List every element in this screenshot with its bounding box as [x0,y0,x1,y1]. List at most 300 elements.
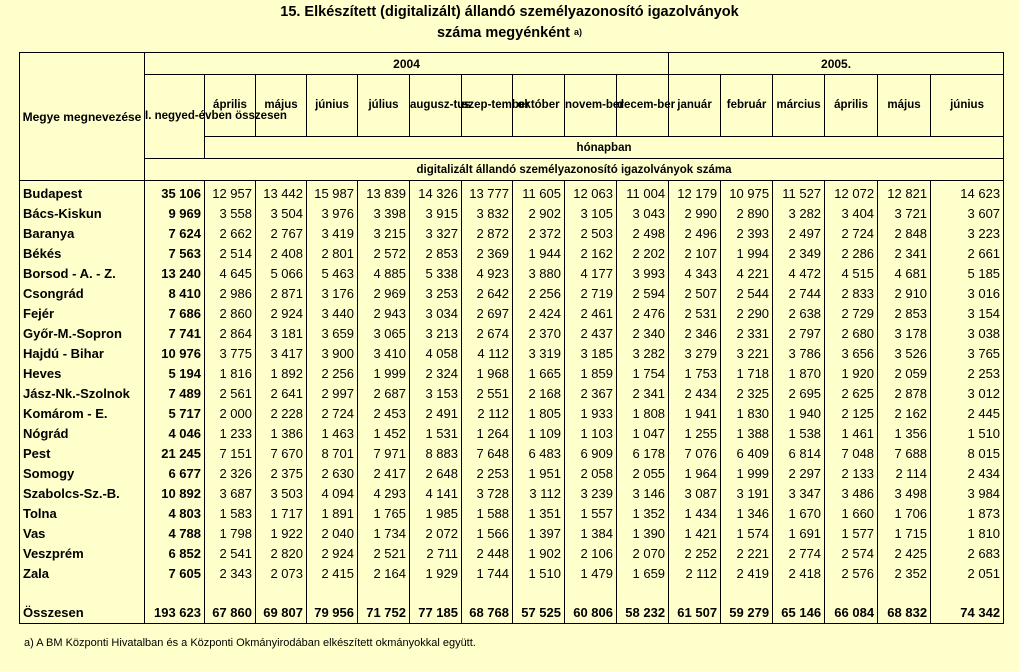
month-value: 2 561 [205,383,256,403]
month-value: 69 807 [256,601,307,624]
table-row [20,463,1004,483]
spacer-cell [358,583,410,601]
month-header-2004-april: április [205,75,256,137]
month-value: 1 810 [931,523,1004,543]
month-value: 2 341 [878,243,931,263]
month-value: 1 463 [307,423,358,443]
month-value: 2 625 [825,383,878,403]
month-value: 1 765 [358,503,410,523]
month-header-2005-april: április [825,75,878,137]
month-value: 2 256 [513,283,565,303]
table-row [20,263,1004,283]
month-value: 3 687 [205,483,256,503]
month-value: 8 883 [410,443,462,463]
month-value: 3 185 [565,343,617,363]
month-value: 3 239 [565,483,617,503]
month-value: 13 839 [358,181,410,204]
month-value: 2 497 [773,223,825,243]
month-value: 61 507 [669,601,721,624]
measure-header: digitalizált állandó személyazonosító igazolványok száma [145,159,1004,181]
spacer-cell [773,583,825,601]
month-value: 3 659 [307,323,358,343]
month-value: 2 648 [410,463,462,483]
month-value: 1 566 [462,523,513,543]
month-value: 2 343 [205,563,256,583]
spacer-cell [617,583,669,601]
month-value: 4 112 [462,343,513,363]
title-line-2 [0,23,1019,44]
month-value: 3 786 [773,343,825,363]
month-value: 1 351 [513,503,565,523]
month-value: 2 326 [205,463,256,483]
month-value: 2 341 [617,383,669,403]
month-value: 2 642 [462,283,513,303]
month-value: 1 531 [410,423,462,443]
month-value: 1 047 [617,423,669,443]
month-value: 2 256 [307,363,358,383]
month-value: 4 681 [878,263,931,283]
month-value: 1 691 [773,523,825,543]
first-quarter-value: 7 624 [145,223,205,243]
first-quarter-value: 4 803 [145,503,205,523]
month-value: 15 987 [307,181,358,204]
month-value: 1 588 [462,503,513,523]
month-value: 2 724 [307,403,358,423]
month-value: 1 944 [513,243,565,263]
month-value: 2 340 [617,323,669,343]
month-value: 1 346 [721,503,773,523]
first-quarter-value: 35 106 [145,181,205,204]
spacer-row [20,583,1004,601]
month-value: 59 279 [721,601,773,624]
month-value: 3 503 [256,483,307,503]
table-row [20,363,1004,383]
month-value: 3 526 [878,343,931,363]
county-name: Baranya [20,223,145,243]
month-value: 4 923 [462,263,513,283]
month-value: 3 191 [721,483,773,503]
month-value: 3 728 [462,483,513,503]
month-value: 2 000 [205,403,256,423]
month-value: 2 106 [565,543,617,563]
month-value: 2 125 [825,403,878,423]
first-quarter-value: 5 194 [145,363,205,383]
county-name: Borsod - A. - Z. [20,263,145,283]
month-value: 2 697 [462,303,513,323]
county-name: Bács-Kiskun [20,203,145,223]
county-name: Nógrád [20,423,145,443]
month-value: 6 178 [617,443,669,463]
month-value: 2 872 [462,223,513,243]
month-value: 2 594 [617,283,669,303]
first-quarter-value: 193 623 [145,601,205,624]
month-value: 3 176 [307,283,358,303]
month-value: 1 753 [669,363,721,383]
month-value: 4 472 [773,263,825,283]
month-value: 2 507 [669,283,721,303]
month-header-2004-may: május [256,75,307,137]
table-row [20,343,1004,363]
month-value: 2 503 [565,223,617,243]
first-quarter-value: 8 410 [145,283,205,303]
table-row [20,503,1004,523]
month-value: 2 434 [669,383,721,403]
month-value: 3 984 [931,483,1004,503]
month-header-2005-february: február [721,75,773,137]
month-value: 3 900 [307,343,358,363]
month-value: 1 922 [256,523,307,543]
month-value: 2 576 [825,563,878,583]
month-value: 2 434 [931,463,1004,483]
first-quarter-value: 6 852 [145,543,205,563]
first-quarter-value: 4 046 [145,423,205,443]
month-value: 1 434 [669,503,721,523]
month-value: 2 228 [256,403,307,423]
month-value: 1 816 [205,363,256,383]
month-value: 4 058 [410,343,462,363]
month-value: 3 282 [773,203,825,223]
month-value: 1 920 [825,363,878,383]
month-value: 77 185 [410,601,462,624]
month-header-2004-july: július [358,75,410,137]
spacer-cell [931,583,1004,601]
month-value: 4 885 [358,263,410,283]
month-value: 1 557 [565,503,617,523]
month-value: 2 683 [931,543,1004,563]
month-value: 2 051 [931,563,1004,583]
month-value: 3 775 [205,343,256,363]
month-value: 2 661 [931,243,1004,263]
county-name: Zala [20,563,145,583]
first-quarter-value: 5 717 [145,403,205,423]
month-value: 2 168 [513,383,565,403]
month-value: 1 659 [617,563,669,583]
month-value: 1 964 [669,463,721,483]
month-value: 2 370 [513,323,565,343]
month-value: 1 798 [205,523,256,543]
month-value: 3 410 [358,343,410,363]
month-value: 3 440 [307,303,358,323]
month-value: 2 820 [256,543,307,563]
month-value: 1 706 [878,503,931,523]
month-value: 5 066 [256,263,307,283]
month-value: 2 853 [410,243,462,263]
month-value: 2 424 [513,303,565,323]
first-quarter-value: 9 969 [145,203,205,223]
month-value: 2 687 [358,383,410,403]
month-value: 2 572 [358,243,410,263]
month-value: 2 833 [825,283,878,303]
month-value: 60 806 [565,601,617,624]
month-value: 3 486 [825,483,878,503]
month-value: 2 133 [825,463,878,483]
month-value: 3 153 [410,383,462,403]
month-value: 4 645 [205,263,256,283]
month-value: 3 279 [669,343,721,363]
month-value: 1 421 [669,523,721,543]
table-row [20,383,1004,403]
month-value: 3 504 [256,203,307,223]
month-value: 2 107 [669,243,721,263]
month-value: 1 109 [513,423,565,443]
month-value: 1 233 [205,423,256,443]
county-name: Győr-M.-Sopron [20,323,145,343]
month-value: 1 388 [721,423,773,443]
month-value: 6 814 [773,443,825,463]
month-value: 68 832 [878,601,931,624]
county-name: Komárom - E. [20,403,145,423]
first-quarter-value: 13 240 [145,263,205,283]
month-value: 67 860 [205,601,256,624]
month-value: 2 073 [256,563,307,583]
month-value: 2 058 [565,463,617,483]
month-value: 2 286 [825,243,878,263]
month-value: 5 185 [931,263,1004,283]
table-row [20,443,1004,463]
spacer-cell [513,583,565,601]
month-value: 8 701 [307,443,358,463]
month-value: 8 015 [931,443,1004,463]
table-row [20,483,1004,503]
month-value: 1 902 [513,543,565,563]
table-row [20,323,1004,343]
table-body [20,181,1004,624]
month-value: 7 971 [358,443,410,463]
month-value: 11 004 [617,181,669,204]
month-value: 2 297 [773,463,825,483]
month-value: 2 531 [669,303,721,323]
month-value: 3 993 [617,263,669,283]
month-value: 3 558 [205,203,256,223]
month-value: 2 521 [358,543,410,563]
month-value: 3 146 [617,483,669,503]
first-quarter-value: 21 245 [145,443,205,463]
month-value: 2 638 [773,303,825,323]
month-value: 1 384 [565,523,617,543]
county-name: Fejér [20,303,145,323]
month-value: 3 221 [721,343,773,363]
month-value: 3 181 [256,323,307,343]
month-value: 2 408 [256,243,307,263]
month-value: 1 452 [358,423,410,443]
total-row [20,601,1004,624]
data-table [19,52,1004,624]
month-value: 2 797 [773,323,825,343]
month-value: 1 985 [410,503,462,523]
month-value: 2 498 [617,223,669,243]
month-value: 2 453 [358,403,410,423]
month-value: 1 873 [931,503,1004,523]
month-value: 1 386 [256,423,307,443]
month-value: 4 293 [358,483,410,503]
month-value: 3 656 [825,343,878,363]
table-title [0,2,1019,44]
month-value: 1 870 [773,363,825,383]
month-value: 3 034 [410,303,462,323]
month-value: 2 375 [256,463,307,483]
month-value: 2 853 [878,303,931,323]
month-value: 3 282 [617,343,669,363]
month-value: 3 976 [307,203,358,223]
month-value: 2 695 [773,383,825,403]
month-value: 2 437 [565,323,617,343]
month-value: 3 087 [669,483,721,503]
month-value: 2 114 [878,463,931,483]
spacer-cell [669,583,721,601]
month-value: 3 105 [565,203,617,223]
month-value: 2 162 [878,403,931,423]
first-quarter-value: 4 788 [145,523,205,543]
month-value: 3 016 [931,283,1004,303]
footnote: a) A BM Központi Hivatalban és a Központi Okmányirodában elkészített okmányokkal együtt. [24,637,476,649]
month-value: 2 878 [878,383,931,403]
month-value: 5 463 [307,263,358,283]
month-value: 1 670 [773,503,825,523]
county-name: Budapest [20,181,145,204]
month-value: 1 461 [825,423,878,443]
spacer-cell [825,583,878,601]
spacer-cell [20,583,145,601]
month-value: 1 665 [513,363,565,383]
month-value: 1 968 [462,363,513,383]
month-value: 1 574 [721,523,773,543]
month-value: 2 352 [878,563,931,583]
month-value: 2 969 [358,283,410,303]
month-value: 3 607 [931,203,1004,223]
county-name: Jász-Nk.-Szolnok [20,383,145,403]
table-header [20,53,1004,181]
table-row [20,181,1004,204]
month-header-2004-december: decem-ber [617,75,669,137]
month-value: 1 352 [617,503,669,523]
first-quarter-value: 7 489 [145,383,205,403]
month-value: 3 880 [513,263,565,283]
month-value: 2 641 [256,383,307,403]
month-value: 3 398 [358,203,410,223]
month-value: 7 688 [878,443,931,463]
month-value: 2 252 [669,543,721,563]
month-value: 2 417 [358,463,410,483]
spacer-cell [145,583,205,601]
month-value: 2 662 [205,223,256,243]
month-value: 2 630 [307,463,358,483]
month-header-2005-march: március [773,75,825,137]
month-value: 4 515 [825,263,878,283]
month-value: 1 717 [256,503,307,523]
month-value: 2 496 [669,223,721,243]
month-value: 71 752 [358,601,410,624]
table-row [20,403,1004,423]
month-value: 2 253 [462,463,513,483]
month-value: 2 674 [462,323,513,343]
month-value: 2 744 [773,283,825,303]
month-value: 3 043 [617,203,669,223]
county-name: Pest [20,443,145,463]
month-value: 7 648 [462,443,513,463]
month-value: 1 356 [878,423,931,443]
month-value: 1 577 [825,523,878,543]
month-value: 2 425 [878,543,931,563]
county-column-header: Megye megnevezése [20,53,145,181]
month-value: 3 154 [931,303,1004,323]
month-value: 1 892 [256,363,307,383]
month-value: 3 112 [513,483,565,503]
month-value: 2 221 [721,543,773,563]
month-value: 12 179 [669,181,721,204]
month-value: 3 223 [931,223,1004,243]
month-value: 2 729 [825,303,878,323]
county-name: Összesen [20,601,145,624]
month-header-2004-august: augusz-tus [410,75,462,137]
first-quarter-value: 10 892 [145,483,205,503]
month-value: 1 830 [721,403,773,423]
spacer-cell [256,583,307,601]
month-value: 2 551 [462,383,513,403]
month-value: 2 491 [410,403,462,423]
month-value: 3 498 [878,483,931,503]
month-value: 1 397 [513,523,565,543]
spacer-cell [462,583,513,601]
month-value: 2 680 [825,323,878,343]
table-row [20,523,1004,543]
month-value: 3 065 [358,323,410,343]
month-value: 4 094 [307,483,358,503]
month-value: 7 151 [205,443,256,463]
month-header-2004-june: június [307,75,358,137]
county-name: Hajdú - Bihar [20,343,145,363]
month-value: 1 734 [358,523,410,543]
month-value: 3 327 [410,223,462,243]
month-value: 4 141 [410,483,462,503]
month-value: 12 957 [205,181,256,204]
month-value: 2 544 [721,283,773,303]
county-name: Szabolcs-Sz.-B. [20,483,145,503]
month-value: 2 164 [358,563,410,583]
table-row [20,243,1004,263]
month-value: 2 890 [721,203,773,223]
first-quarter-value: 10 976 [145,343,205,363]
month-value: 79 956 [307,601,358,624]
month-value: 2 290 [721,303,773,323]
month-value: 1 255 [669,423,721,443]
month-value: 2 711 [410,543,462,563]
month-value: 1 103 [565,423,617,443]
month-value: 3 215 [358,223,410,243]
month-header-2004-october: október [513,75,565,137]
month-value: 2 415 [307,563,358,583]
month-value: 2 864 [205,323,256,343]
month-value: 12 063 [565,181,617,204]
month-value: 1 510 [513,563,565,583]
month-value: 13 442 [256,181,307,204]
month-value: 11 605 [513,181,565,204]
header-month-row [20,75,1004,137]
month-value: 2 162 [565,243,617,263]
month-value: 2 070 [617,543,669,563]
month-value: 66 084 [825,601,878,624]
month-value: 3 417 [256,343,307,363]
month-value: 2 724 [825,223,878,243]
month-value: 2 719 [565,283,617,303]
month-value: 2 986 [205,283,256,303]
month-value: 6 909 [565,443,617,463]
month-value: 12 821 [878,181,931,204]
month-header-2004-september: szep-tember [462,75,513,137]
month-value: 1 951 [513,463,565,483]
month-value: 1 660 [825,503,878,523]
month-value: 7 048 [825,443,878,463]
month-value: 2 346 [669,323,721,343]
